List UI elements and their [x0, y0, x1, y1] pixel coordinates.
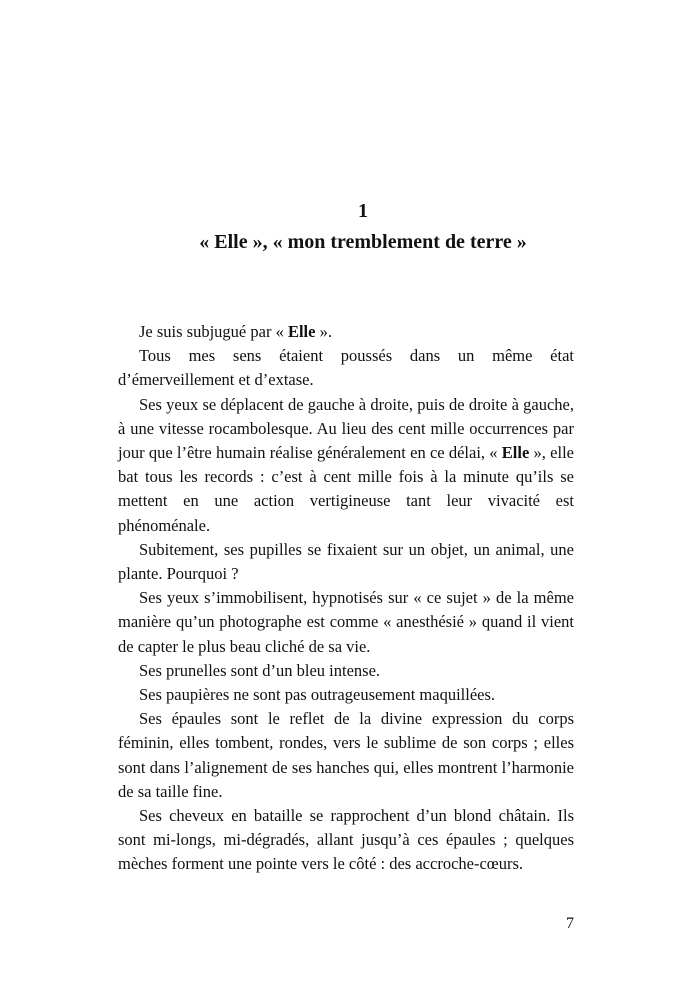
text-run: Subitement, ses pupilles se fixaient sur un objet, un animal, une plante. Pourquoi ? [118, 539, 574, 584]
paragraph [118, 707, 574, 804]
text-run: ». [315, 322, 332, 341]
text-run: Ses paupières ne sont pas outrageusement maquillées. [139, 685, 496, 705]
text-run: Ses épaules sont le reflet de la divine expression du corps féminin, elles tombent, rondes, vers le sublime de son corps ; elles sont dans l’alignement de ses hanches qui, elles montrent l’harmonie de sa taille fine. [118, 709, 574, 801]
text-run: Je suis subjugué par « [139, 322, 288, 341]
paragraph [118, 586, 574, 659]
body-text [118, 320, 574, 877]
text-run: Tous mes sens étaient poussés dans un même état d’émerveillement et d’extase. [118, 346, 574, 390]
text-run: Ses yeux s’immobilisent, hypnotisés sur « ce sujet » de la même manière qu’un photographe est comme « anesthésié » quand il vient de capter le plus beau cliché de sa vie. [118, 588, 574, 656]
emphasis-elle: Elle [287, 322, 316, 341]
paragraph [118, 320, 574, 344]
chapter-number: 1 [358, 200, 368, 222]
text-run: Ses yeux se déplacent de gauche à droite, puis de droite à gauche, à une vitesse rocambolesque. Au lieu des cent mille occurrences par jour que l’être humain réalise généralement en ce délai, « [118, 394, 574, 463]
paragraph [118, 538, 574, 586]
paragraph [118, 683, 574, 707]
text-run: », elle bat tous les records : c’est à cent mille fois à la minute qu’ils se mettent en une action vertigineuse tant leur vivacité est phénoménale. [118, 443, 574, 535]
paragraph [118, 659, 574, 683]
emphasis-elle: Elle [501, 443, 530, 463]
text-run: Ses cheveux en bataille se rapprochent d’un blond châtain. Ils sont mi-longs, mi-dégradés, allant jusqu’à ces épaules ; quelques mèches forment une pointe vers le côté : des accroche-cœurs. [118, 806, 574, 874]
paragraph [118, 393, 574, 538]
chapter-title: « Elle », « mon tremblement de terre » [199, 231, 527, 253]
text-run: Ses prunelles sont d’un bleu intense. [139, 660, 381, 680]
paragraph [118, 804, 574, 877]
paragraph [118, 344, 574, 392]
page-number: 7 [566, 915, 574, 932]
